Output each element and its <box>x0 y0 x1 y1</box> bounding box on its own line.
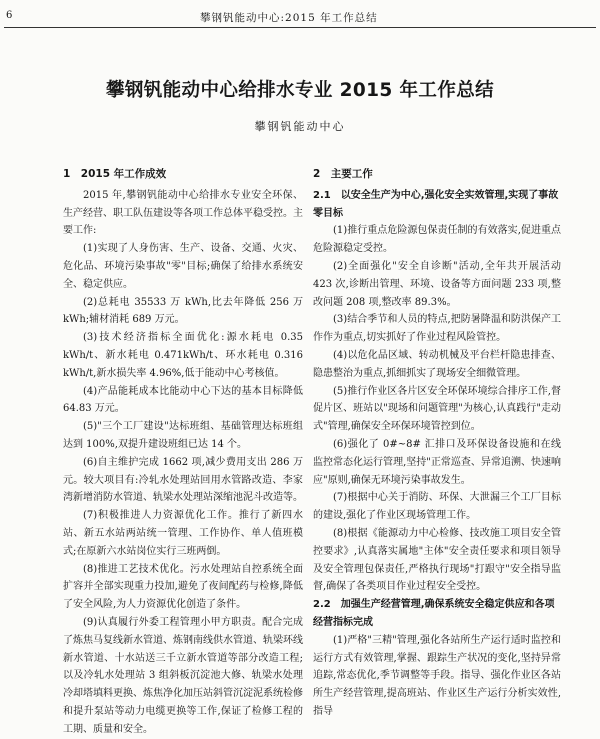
paragraph: (1)推行重点危险源包保责任制的有效落实,促进重点危险源稳定受控。 <box>313 225 561 255</box>
paragraph: (1)严格"三精"管理,强化各站所生产运行适时监控和运行方式有效管理,掌握、跟踪生产状况的变化,坚持异常追踪,常态优化,季节调整等手段。指导、强化作业区各站所生产经营管理,提高班站、作业区生产运行分析实效性,指导 <box>313 634 561 717</box>
paragraph: (2)全面强化"安全自诊断"活动,全年共开展活动 423 次,诊断出管理、环境、设备等方面问题 233 项,整改问题 208 项,整改率 89.3%。 <box>313 260 561 308</box>
running-title: 攀钢钒能动中心:2015 年工作总结 <box>200 12 378 24</box>
left-column <box>63 166 303 739</box>
paragraph: (8)推进工艺技术优化。污水处理站自控系统全面扩容并全部实现重力投加,避免了夜间配药与检修,降低了安全风险,为人力资源优化创造了条件。 <box>63 563 303 611</box>
paragraph: (8)根据《能源动力中心检修、技改施工项目安全管控要求》,认真落实属地"主体"安全责任要求和项目领导及安全管理包保责任,严格执行现场"打跟守"安全指导监督,确保了各类项目作业过程安全受控。 <box>313 527 561 593</box>
right-column <box>313 166 561 721</box>
header-rule <box>4 27 596 28</box>
paragraph: (6)自主维护完成 1662 项,减少费用支出 286 万元。较大项目有:冷轧水处理站回用水管路改造、李家湾新增消防水管道、轨梁水处理站深缩池泥斗改造等。 <box>63 456 303 504</box>
section-1-heading: 1 2015 年工作成效 <box>63 168 167 180</box>
paragraph: (6)强化了 0#~8# 汇排口及环保设备设施和在线监控常态化运行管理,坚持"正常巡查、异常追溯、快速响应"原则,确保无环境污染事故发生。 <box>313 438 561 486</box>
subsection-2-2-heading: 2.2 加强生产经营管理,确保系统安全稳定供应和各项经营指标完成 <box>313 599 555 628</box>
paragraph: (5)"三个工厂建设"达标班组、基础管理达标班组达到 100%,双提升建设班组已达 14 个。 <box>63 421 303 450</box>
paragraph: (7)根据中心关于消防、环保、大泄漏三个工厂目标的建设,强化了作业区现场管理工作。 <box>313 492 561 522</box>
running-header <box>0 0 600 28</box>
paragraph: (3)技术经济指标全面优化:源水耗电 0.35 kWh/t、新水耗电 0.471kWh/t、环水耗电 0.316 kWh/t,新水损失率 4.96%,低于能动中心考核值。 <box>63 332 303 379</box>
article-title: 攀钢钒能动中心给排水专业 2015 年工作总结 <box>105 80 495 101</box>
paragraph: (9)认真履行外委工程管理小甲方职责。配合完成了炼焦马复线新水管道、炼钢南线供水管道、轨梁环线新水管道、十水站送三千立新水管道等部分改造工程;以及冷轧水处理站 3 组斜板沉淀池大修、轨梁水处理冷却塔填料更换、炼焦净化加压站斜管沉淀泥系统检修和提升泵站等动力电缆更换等工作,保证了检修工程的工期、质量和安全。 <box>63 616 303 735</box>
subsection-2-1-heading: 2.1 以安全生产为中心,强化安全实效管理,实现了事故零目标 <box>313 189 559 219</box>
paragraph: (7)积极推进人力资源优化工作。推行了新四水站、新五水站两站统一管理、工作协作、单人值班模式;在原新六水站岗位实行三班两倒。 <box>63 510 303 557</box>
paragraph: (3)结合季节和人员的特点,把防暑降温和防洪保产工作作为重点,切实抓好了作业过程风险管控。 <box>313 314 561 344</box>
paragraph: (1)实现了人身伤害、生产、设备、交通、火灾、危化品、环境污染事故"零"目标;确保了给排水系统安全、稳定供应。 <box>63 243 303 290</box>
paragraph: (2)总耗电 35533 万 kWh,比去年降低 256 万 kWh;辅材消耗 689 万元。 <box>63 296 303 326</box>
page-number: 6 <box>6 10 13 21</box>
paragraph: (4)产品能耗成本比能动中心下达的基本目标降低 64.83 万元。 <box>63 385 303 415</box>
section-2-heading: 2 主要工作 <box>313 168 373 180</box>
paragraph: (4)以危化品区域、转动机械及平台栏杆隐患排查、隐患整治为重点,抓细抓实了现场安全细微管理。 <box>313 349 561 379</box>
article-author: 攀钢钒能动中心 <box>254 120 346 133</box>
paragraph: (5)推行作业区各片区安全环保环境综合排序工作,督促片区、班站以"现场和问题管理"为核心,认真践行"走动式"管理,确保安全环保环境管控到位。 <box>313 385 561 433</box>
paragraph: 2015 年,攀钢钒能动中心给排水专业安全环保、生产经营、职工队伍建设等各项工作总体平稳受控。主要工作: <box>63 189 303 237</box>
